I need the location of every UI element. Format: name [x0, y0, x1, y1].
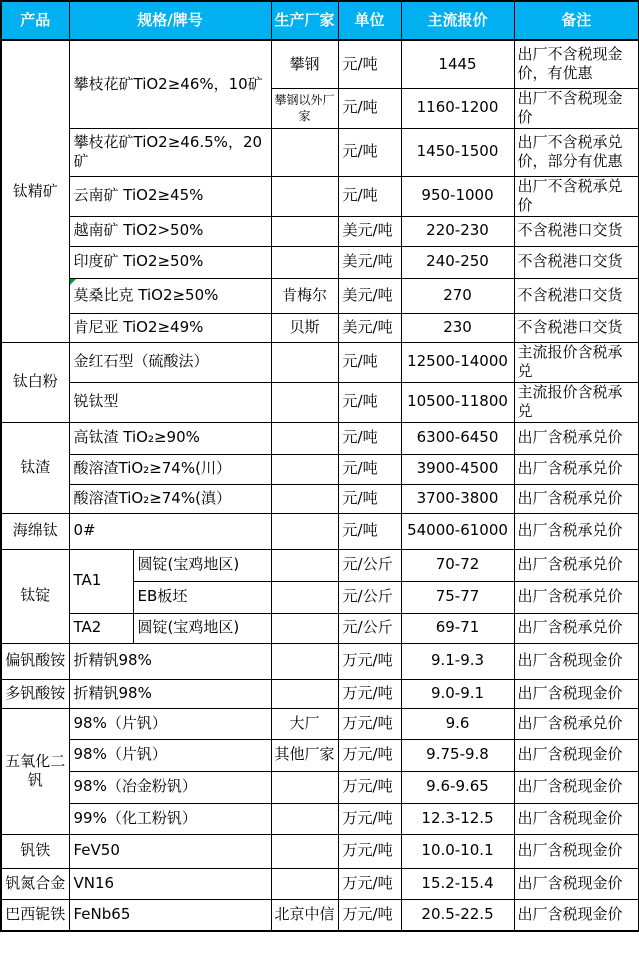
note-cell: 不含税港口交货: [514, 278, 639, 313]
spec-cell: 98%（片钒）: [69, 708, 271, 739]
price-cell: 15.2-15.4: [401, 868, 514, 899]
price-cell: 9.6-9.65: [401, 771, 514, 803]
table-header: [1, 1, 639, 40]
table-row: [1, 513, 639, 549]
spec-cell: 肯尼亚 TiO2≥49%: [69, 313, 271, 342]
spec-cell: 98%（片钒）: [69, 739, 271, 771]
unit-cell: 元/吨: [338, 88, 401, 128]
spec-cell: 99%（化工粉钒）: [69, 803, 271, 834]
manufacturer-cell: [271, 803, 338, 834]
spec-cell: VN16: [69, 868, 271, 899]
unit-cell: 美元/吨: [338, 246, 401, 278]
spec-cell: 金红石型（硫酸法）: [69, 342, 271, 382]
grade-cell: TA2: [69, 613, 133, 643]
spec-cell: 攀枝花矿TiO2≥46%，10矿: [69, 40, 271, 128]
table-row: [1, 549, 639, 581]
manufacturer-cell: [271, 643, 338, 679]
price-cell: 1445: [401, 40, 514, 88]
unit-cell: 万元/吨: [338, 868, 401, 899]
note-cell: 出厂不含税承兑价，部分有优惠: [514, 128, 639, 176]
product-cell: 偏钒酸铵: [1, 643, 69, 679]
price-cell: 10500-11800: [401, 382, 514, 422]
product-cell: 钛渣: [1, 422, 69, 513]
price-cell: 9.6: [401, 708, 514, 739]
table-row: [1, 899, 639, 931]
note-cell: 出厂含税现金价: [514, 803, 639, 834]
manufacturer-cell: 北京中信: [271, 899, 338, 931]
price-cell: 75-77: [401, 581, 514, 613]
manufacturer-cell: 攀钢以外厂家: [271, 88, 338, 128]
unit-cell: 元/吨: [338, 484, 401, 513]
spec-cell: 折精钒98%: [69, 679, 271, 708]
product-cell: 五氧化二钒: [1, 708, 69, 834]
note-cell: 出厂含税现金价: [514, 771, 639, 803]
price-cell: 9.75-9.8: [401, 739, 514, 771]
table-row: [1, 176, 639, 216]
table-row: [1, 771, 639, 803]
cell-corner-mark: [70, 279, 76, 285]
table-row: [1, 708, 639, 739]
note-cell: 主流报价含税承兑: [514, 382, 639, 422]
grade-cell: TA1: [69, 549, 133, 613]
unit-cell: 万元/吨: [338, 834, 401, 868]
note-cell: 出厂不含税承兑价: [514, 176, 639, 216]
manufacturer-cell: [271, 549, 338, 581]
price-cell: 6300-6450: [401, 422, 514, 454]
manufacturer-cell: [271, 679, 338, 708]
price-cell: 1160-1200: [401, 88, 514, 128]
note-cell: 出厂含税现金价: [514, 739, 639, 771]
spec-cell: 云南矿 TiO2≥45%: [69, 176, 271, 216]
table-row: [1, 613, 639, 643]
price-cell: 10.0-10.1: [401, 834, 514, 868]
price-cell: 3700-3800: [401, 484, 514, 513]
unit-cell: 元/吨: [338, 422, 401, 454]
unit-cell: 元/吨: [338, 128, 401, 176]
unit-cell: 元/吨: [338, 342, 401, 382]
column-header-3: 生产厂家: [271, 1, 338, 40]
unit-cell: 美元/吨: [338, 313, 401, 342]
note-cell: 出厂含税承兑价: [514, 613, 639, 643]
note-cell: 出厂含税现金价: [514, 679, 639, 708]
table-row: [1, 40, 639, 88]
spec-cell: 折精钒98%: [69, 643, 271, 679]
table-row: [1, 342, 639, 382]
unit-cell: 元/吨: [338, 382, 401, 422]
unit-cell: 元/吨: [338, 513, 401, 549]
manufacturer-cell: [271, 581, 338, 613]
manufacturer-cell: 其他厂家: [271, 739, 338, 771]
spec-cell: FeV50: [69, 834, 271, 868]
note-cell: 不含税港口交货: [514, 246, 639, 278]
manufacturer-cell: [271, 513, 338, 549]
spec-cell: 98%（冶金粉钒）: [69, 771, 271, 803]
table-row: [1, 803, 639, 834]
note-cell: 出厂含税现金价: [514, 868, 639, 899]
table-row: [1, 643, 639, 679]
note-cell: 主流报价含税承兑: [514, 342, 639, 382]
price-cell: 3900-4500: [401, 454, 514, 484]
unit-cell: 万元/吨: [338, 803, 401, 834]
table-row: [1, 422, 639, 454]
product-cell: 钒氮合金: [1, 868, 69, 899]
unit-cell: 美元/吨: [338, 216, 401, 246]
spec-cell: 酸溶渣TiO₂≥74%(川）: [69, 454, 271, 484]
price-cell: 270: [401, 278, 514, 313]
unit-cell: 美元/吨: [338, 278, 401, 313]
manufacturer-cell: 大厂: [271, 708, 338, 739]
product-cell: 巴西铌铁: [1, 899, 69, 931]
manufacturer-cell: [271, 422, 338, 454]
table-row: [1, 454, 639, 484]
note-cell: 出厂含税承兑价: [514, 484, 639, 513]
price-cell: 1450-1500: [401, 128, 514, 176]
column-header-1: 产品: [1, 1, 69, 40]
spec-cell: 莫桑比克 TiO2≥50%: [69, 278, 271, 313]
unit-cell: 万元/吨: [338, 679, 401, 708]
unit-cell: 元/公斤: [338, 549, 401, 581]
price-cell: 12.3-12.5: [401, 803, 514, 834]
manufacturer-cell: [271, 771, 338, 803]
table-row: [1, 868, 639, 899]
price-cell: 240-250: [401, 246, 514, 278]
price-cell: 20.5-22.5: [401, 899, 514, 931]
column-header-4: 单位: [338, 1, 401, 40]
note-cell: 出厂含税现金价: [514, 643, 639, 679]
unit-cell: 元/吨: [338, 454, 401, 484]
manufacturer-cell: [271, 834, 338, 868]
manufacturer-cell: [271, 176, 338, 216]
manufacturer-cell: [271, 868, 338, 899]
spec-cell: EB板坯: [133, 581, 271, 613]
manufacturer-cell: [271, 613, 338, 643]
manufacturer-cell: 贝斯: [271, 313, 338, 342]
product-cell: 钛精矿: [1, 40, 69, 342]
table-row: [1, 382, 639, 422]
header-row: [1, 1, 639, 40]
price-cell: 70-72: [401, 549, 514, 581]
product-cell: 多钒酸铵: [1, 679, 69, 708]
unit-cell: 元/吨: [338, 176, 401, 216]
note-cell: 出厂含税承兑价: [514, 454, 639, 484]
table-row: [1, 313, 639, 342]
spec-cell: FeNb65: [69, 899, 271, 931]
price-cell: 220-230: [401, 216, 514, 246]
note-cell: 出厂含税现金价: [514, 899, 639, 931]
column-header-6: 备注: [514, 1, 639, 40]
spec-cell: 印度矿 TiO2≥50%: [69, 246, 271, 278]
unit-cell: 万元/吨: [338, 708, 401, 739]
table-row: [1, 246, 639, 278]
unit-cell: 元/公斤: [338, 581, 401, 613]
manufacturer-cell: 攀钢: [271, 40, 338, 88]
note-cell: 出厂不含税现金价: [514, 88, 639, 128]
spec-cell: 越南矿 TiO2>50%: [69, 216, 271, 246]
note-cell: 不含税港口交货: [514, 216, 639, 246]
note-cell: 出厂含税承兑价: [514, 581, 639, 613]
product-cell: 钛锭: [1, 549, 69, 643]
manufacturer-cell: [271, 216, 338, 246]
unit-cell: 万元/吨: [338, 771, 401, 803]
unit-cell: 万元/吨: [338, 643, 401, 679]
spec-cell: 圆锭(宝鸡地区): [133, 549, 271, 581]
note-cell: 出厂含税承兑价: [514, 422, 639, 454]
table-body: [1, 40, 639, 931]
unit-cell: 万元/吨: [338, 739, 401, 771]
price-cell: 9.0-9.1: [401, 679, 514, 708]
spec-cell: 锐钛型: [69, 382, 271, 422]
product-cell: 钛白粉: [1, 342, 69, 422]
spec-cell: 圆锭(宝鸡地区): [133, 613, 271, 643]
unit-cell: 元/吨: [338, 40, 401, 88]
table-row: [1, 128, 639, 176]
price-cell: 9.1-9.3: [401, 643, 514, 679]
manufacturer-cell: [271, 342, 338, 382]
manufacturer-cell: [271, 246, 338, 278]
note-cell: 不含税港口交货: [514, 313, 639, 342]
note-cell: 出厂含税承兑价: [514, 549, 639, 581]
unit-cell: 元/公斤: [338, 613, 401, 643]
table-row: [1, 216, 639, 246]
note-cell: 出厂含税承兑价: [514, 708, 639, 739]
table-row: [1, 484, 639, 513]
column-header-5: 主流报价: [401, 1, 514, 40]
manufacturer-cell: 肯梅尔: [271, 278, 338, 313]
manufacturer-cell: [271, 128, 338, 176]
price-cell: 950-1000: [401, 176, 514, 216]
spec-cell: 攀枝花矿TiO2≥46.5%，20矿: [69, 128, 271, 176]
note-cell: 出厂不含税现金价，有优惠: [514, 40, 639, 88]
spec-cell: 0#: [69, 513, 271, 549]
table-row: [1, 834, 639, 868]
note-cell: 出厂含税承兑价: [514, 513, 639, 549]
price-cell: 69-71: [401, 613, 514, 643]
spec-cell: 酸溶渣TiO₂≥74%(滇）: [69, 484, 271, 513]
spec-cell: 高钛渣 TiO₂≥90%: [69, 422, 271, 454]
product-cell: 钒铁: [1, 834, 69, 868]
price-cell: 12500-14000: [401, 342, 514, 382]
manufacturer-cell: [271, 382, 338, 422]
price-cell: 54000-61000: [401, 513, 514, 549]
price-cell: 230: [401, 313, 514, 342]
table-row: [1, 739, 639, 771]
table-row: [1, 278, 639, 313]
table-row: [1, 679, 639, 708]
manufacturer-cell: [271, 484, 338, 513]
column-header-2: 规格/牌号: [69, 1, 271, 40]
unit-cell: 万元/吨: [338, 899, 401, 931]
product-cell: 海绵钛: [1, 513, 69, 549]
manufacturer-cell: [271, 454, 338, 484]
note-cell: 出厂含税现金价: [514, 834, 639, 868]
